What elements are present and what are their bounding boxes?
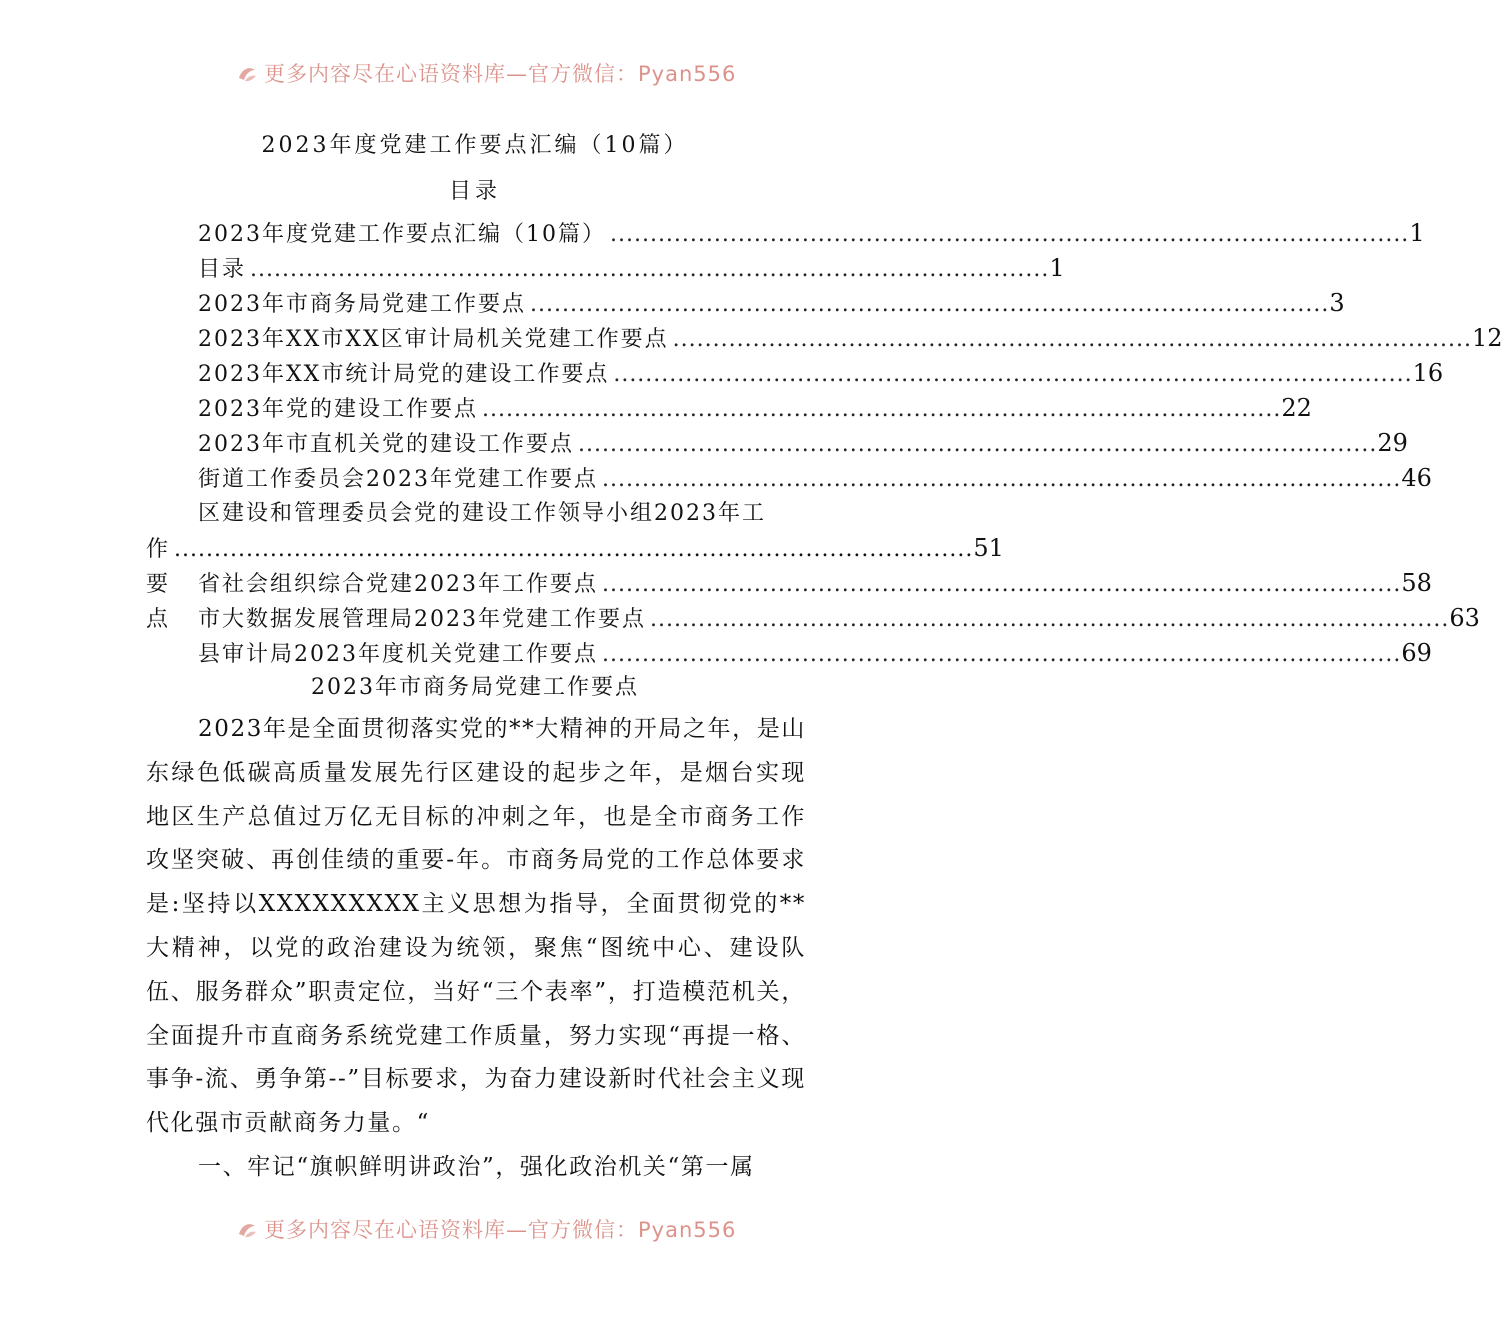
toc-entry-page: 46 [1401, 464, 1432, 492]
section-title: 2023年市商务局党建工作要点 [311, 675, 639, 700]
toc-entry-title: 2023年市直机关党的建设工作要点 [198, 432, 574, 457]
body-paragraph: 一、牢记“旗帜鲜明讲政治”，强化政治机关“第一属 [198, 1154, 755, 1180]
toc-leader: .................................................................................................... [613, 362, 1413, 387]
toc-entry[interactable] [146, 391, 1312, 426]
toc-entry-title-line1: 区建设和管理委员会党的建设工作领导小组2023年工 [198, 501, 766, 526]
toc-leader: .................................................................................................... [602, 572, 1402, 597]
toc-entry-page: 22 [1281, 394, 1312, 422]
toc-entry-title: 省社会组织综合党建2023年工作要点 [198, 572, 598, 597]
toc-entry-title: 市大数据发展管理局2023年党建工作要点 [198, 607, 646, 632]
toc-entry-title: 街道工作委员会2023年党建工作要点 [198, 467, 598, 492]
toc-entry[interactable] [146, 636, 1432, 671]
toc-entry-page: 63 [1449, 604, 1480, 632]
toc-entry-page: 69 [1401, 639, 1432, 667]
toc-entry[interactable] [146, 286, 1345, 321]
toc-entry-title: 2023年市商务局党建工作要点 [198, 292, 526, 317]
toc-leader: .................................................................................................... [174, 537, 974, 562]
toc-entry[interactable] [146, 566, 1432, 601]
watermark-text: 更多内容尽在心语资料库—官方微信：Pyan556 [264, 62, 737, 86]
toc-entry-page: 12 [1471, 324, 1503, 352]
toc-leader: .................................................................................................... [578, 432, 1378, 457]
toc-entry[interactable] [146, 216, 1425, 251]
document-title: 2023年度党建工作要点汇编（10篇） [261, 133, 689, 158]
toc-leader: .................................................................................................... [609, 222, 1410, 247]
toc-entry[interactable] [146, 251, 1065, 286]
toc-leader: .................................................................................................... [672, 327, 1472, 352]
toc-entry-title: 2023年XX市XX区审计局机关党建工作要点 [198, 327, 669, 352]
toc-entry[interactable] [146, 356, 1444, 391]
toc-entry-page: 16 [1412, 359, 1444, 387]
toc-entry[interactable] [146, 321, 1503, 356]
body-paragraph: 2023年是全面贯彻落实党的**大精神的开局之年，是山东绿色低碳高质量发展先行区建设的起步之年，是烟台实现地区生产总值过万亿无目标的冲刺之年，也是全市商务工作攻坚突破、再创佳绩的重要-年。市商务局党的工作总体要求是:坚持以XXXXXXXXX主义思想为指导，全面贯彻党的**大精神，以党的政治建设为统领，聚焦“图统中心、建设队伍、服务群众”职责定位，当好“三个表率”，打造模范机关，全面提升市直商务系统党建工作质量，努力实现“再提一格、事争-流、勇争第--”目标要求，为奋力建设新时代社会主义现代化强市贡献商务力量。“ [146, 716, 806, 1137]
logo-icon [236, 1220, 258, 1240]
toc-leader: .................................................................................................... [602, 642, 1402, 667]
toc-leader: .................................................................................................... [250, 257, 1050, 282]
table-of-contents [146, 216, 1503, 671]
toc-entry-title: 2023年度党建工作要点汇编（10篇） [198, 222, 606, 247]
toc-entry-page: 29 [1377, 429, 1408, 457]
toc-entry[interactable] [146, 601, 1480, 636]
toc-entry-title: 2023年XX市统计局党的建设工作要点 [198, 362, 610, 387]
watermark-top [0, 52, 950, 86]
toc-entry-title: 2023年党的建设工作要点 [198, 397, 478, 422]
toc-entry-page: 51 [973, 534, 1004, 562]
toc-entry-page: 1 [1049, 254, 1065, 282]
toc-entry-title: 目录 [198, 257, 247, 282]
toc-heading: 目录 [448, 179, 501, 204]
toc-entry[interactable] [146, 461, 1432, 496]
toc-entry-title: 县审计局2023年度机关党建工作要点 [198, 642, 598, 667]
toc-leader: .................................................................................................... [530, 292, 1330, 317]
logo-icon [236, 64, 258, 84]
toc-entry-page: 1 [1409, 219, 1425, 247]
watermark-text: 更多内容尽在心语资料库—官方微信：Pyan556 [264, 1218, 737, 1242]
toc-entry-page: 58 [1401, 569, 1432, 597]
toc-entry-title-line2: 作要点 [146, 537, 171, 632]
toc-leader: .................................................................................................... [482, 397, 1282, 422]
toc-entry[interactable] [146, 426, 1408, 461]
watermark-bottom [0, 1212, 950, 1242]
toc-entry-page: 3 [1329, 289, 1345, 317]
toc-leader: .................................................................................................... [602, 467, 1402, 492]
toc-leader: .................................................................................................... [650, 607, 1450, 632]
